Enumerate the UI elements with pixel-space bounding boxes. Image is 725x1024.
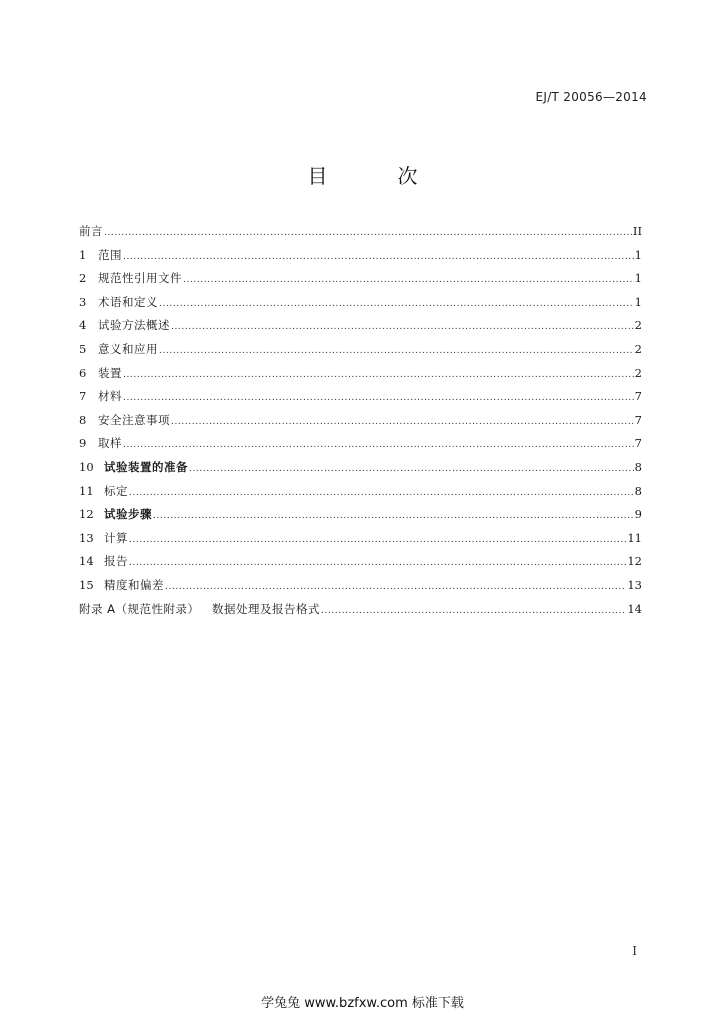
toc-entry-15[interactable] xyxy=(79,574,642,598)
toc-leader-dots xyxy=(129,552,626,576)
toc-entry-number: 15 xyxy=(79,577,94,592)
toc-entry-number: 3 xyxy=(79,294,87,309)
toc-entry-foreword[interactable] xyxy=(79,220,642,244)
toc-entry-label: 试验步骤 xyxy=(104,507,152,522)
toc-entry-page: 7 xyxy=(634,412,642,427)
toc-leader-dots xyxy=(153,505,634,529)
toc-entry-page: 14 xyxy=(627,601,642,616)
toc-entry-page: 11 xyxy=(627,530,642,545)
title-part-2: 次 xyxy=(397,164,418,188)
toc-entry-page: 8 xyxy=(634,459,642,474)
toc-entry-2[interactable] xyxy=(79,267,642,291)
toc-entry-number: 8 xyxy=(79,412,87,427)
toc-leader-dots xyxy=(123,434,634,458)
toc-entry-label: 范围 xyxy=(98,247,122,262)
toc-entry-page: II xyxy=(632,224,642,238)
toc-entry-9[interactable] xyxy=(79,432,642,456)
toc-leader-dots xyxy=(129,482,634,506)
toc-entry-number: 6 xyxy=(79,365,87,380)
toc-entry-5[interactable] xyxy=(79,338,642,362)
title-part-1: 目 xyxy=(307,164,328,188)
toc-leader-dots xyxy=(104,222,632,246)
toc-entry-8[interactable] xyxy=(79,409,642,433)
page-number: I xyxy=(632,944,637,958)
toc-entry-number: 11 xyxy=(79,483,94,498)
toc-leader-dots xyxy=(165,576,626,600)
toc-entry-1[interactable] xyxy=(79,244,642,268)
toc-leader-dots xyxy=(171,411,634,435)
toc-entry-label: 精度和偏差 xyxy=(104,577,164,592)
toc-entry-page: 2 xyxy=(634,318,642,333)
toc-entry-number: 12 xyxy=(79,507,94,522)
toc-entry-page: 12 xyxy=(627,554,642,569)
toc-leader-dots xyxy=(129,529,626,553)
toc-entry-3[interactable] xyxy=(79,291,642,315)
toc-entry-label: 试验装置的准备 xyxy=(104,459,188,474)
toc-leader-dots xyxy=(123,246,634,270)
toc-entry-page: 7 xyxy=(634,389,642,404)
toc-entry-label: 取样 xyxy=(98,436,122,451)
toc-entry-page: 1 xyxy=(634,271,642,286)
toc-entry-page: 1 xyxy=(634,294,642,309)
toc-entry-10[interactable] xyxy=(79,456,642,480)
toc-entry-label: 术语和定义 xyxy=(98,294,158,309)
toc-entry-page: 13 xyxy=(627,577,642,592)
toc-entry-number: 5 xyxy=(79,341,87,356)
toc-leader-dots xyxy=(159,340,634,364)
toc-entry-7[interactable] xyxy=(79,385,642,409)
toc-leader-dots xyxy=(189,458,634,482)
toc-leader-dots xyxy=(123,387,634,411)
toc-entry-number: 4 xyxy=(79,318,87,333)
toc-entry-number: 9 xyxy=(79,436,87,451)
toc-entry-11[interactable] xyxy=(79,480,642,504)
toc-entry-number: 14 xyxy=(79,554,94,569)
toc-entry-label: 附录 A（规范性附录） 数据处理及报告格式 xyxy=(79,601,320,616)
toc-entry-number: 1 xyxy=(79,247,87,262)
toc-entry-6[interactable] xyxy=(79,362,642,386)
toc-entry-label: 安全注意事项 xyxy=(98,412,170,427)
toc-entry-label: 报告 xyxy=(104,554,128,569)
toc-entry-number: 10 xyxy=(79,459,94,474)
toc-leader-dots xyxy=(159,293,634,317)
toc-entry-page: 2 xyxy=(634,365,642,380)
toc-entry-label: 前言 xyxy=(79,224,103,238)
toc-entry-13[interactable] xyxy=(79,527,642,551)
toc-entry-page: 9 xyxy=(634,507,642,522)
toc-entry-label: 计算 xyxy=(104,530,128,545)
toc-leader-dots xyxy=(123,364,634,388)
toc-entry-label: 标定 xyxy=(104,483,128,498)
toc-entry-label: 装置 xyxy=(98,365,122,380)
toc-leader-dots xyxy=(321,600,626,624)
toc-entry-page: 1 xyxy=(634,247,642,262)
toc-entry-number: 13 xyxy=(79,530,94,545)
table-of-contents xyxy=(79,220,642,621)
standard-code: EJ/T 20056—2014 xyxy=(535,90,647,104)
toc-entry-appendix-a[interactable] xyxy=(79,598,642,622)
toc-entry-12[interactable] xyxy=(79,503,642,527)
toc-leader-dots xyxy=(171,316,634,340)
toc-entry-label: 试验方法概述 xyxy=(98,318,170,333)
toc-entry-label: 规范性引用文件 xyxy=(98,271,182,286)
toc-entry-number: 7 xyxy=(79,389,87,404)
toc-entry-page: 7 xyxy=(634,436,642,451)
toc-entry-page: 8 xyxy=(634,483,642,498)
footer-watermark: 学兔兔 www.bzfxw.com 标准下载 xyxy=(261,996,464,1011)
toc-leader-dots xyxy=(183,269,634,293)
toc-entry-number: 2 xyxy=(79,271,87,286)
page-title xyxy=(0,160,725,189)
toc-entry-14[interactable] xyxy=(79,550,642,574)
toc-entry-page: 2 xyxy=(634,341,642,356)
toc-entry-label: 意义和应用 xyxy=(98,341,158,356)
toc-entry-4[interactable] xyxy=(79,314,642,338)
toc-entry-label: 材料 xyxy=(98,389,122,404)
